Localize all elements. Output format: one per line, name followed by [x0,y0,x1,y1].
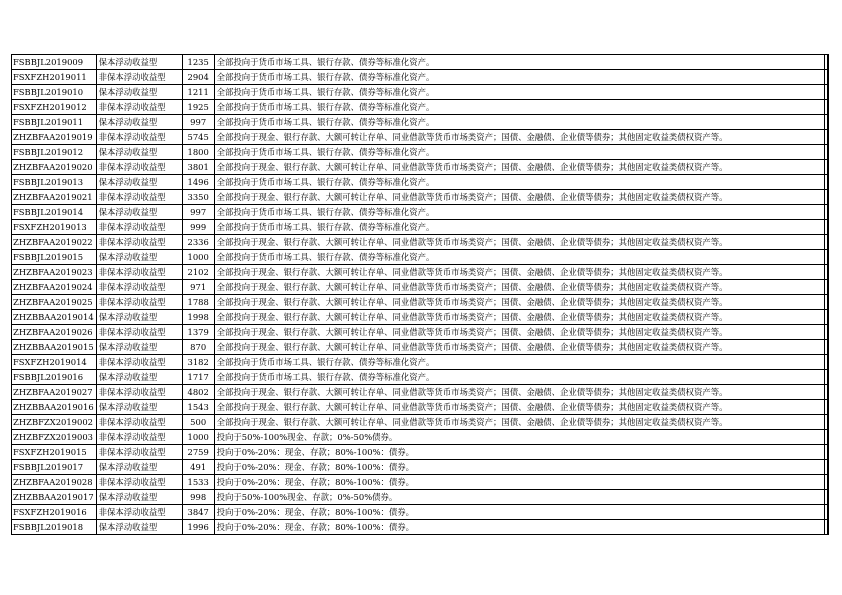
row-end-cell [824,430,828,445]
income-type-cell: 保本浮动收益型 [96,145,182,160]
row-end-cell [824,325,828,340]
income-type-cell: 保本浮动收益型 [96,205,182,220]
income-type-cell: 保本浮动收益型 [96,490,182,505]
amount-cell: 491 [182,460,214,475]
investment-scope-cell: 全部投向于货币市场工具、银行存款、债券等标准化资产。 [214,355,824,370]
row-end-cell [824,100,828,115]
income-type-cell: 非保本浮动收益型 [96,385,182,400]
amount-cell: 5745 [182,130,214,145]
investment-scope-cell: 全部投向于货币市场工具、银行存款、债券等标准化资产。 [214,250,824,265]
amount-cell: 3182 [182,355,214,370]
income-type-cell: 非保本浮动收益型 [96,130,182,145]
table-row [12,415,828,430]
product-code-cell: ZHZBFAA2019020 [12,160,97,175]
row-end-cell [824,370,828,385]
income-type-cell: 保本浮动收益型 [96,520,182,535]
income-type-cell: 非保本浮动收益型 [96,265,182,280]
row-end-cell [824,415,828,430]
investment-scope-cell: 全部投向于现金、银行存款、大额可转让存单、同业借款等货币市场类资产；国债、金融债、企业债等债券；其他固定收益类债权资产等。 [214,310,824,325]
amount-cell: 1925 [182,100,214,115]
row-end-cell [824,220,828,235]
product-code-cell: ZHZBFAA2019028 [12,475,97,490]
product-code-cell: ZHZBFAA2019021 [12,190,97,205]
row-end-cell [824,520,828,535]
product-code-cell: ZHZBFZX2019002 [12,415,97,430]
income-type-cell: 保本浮动收益型 [96,175,182,190]
amount-cell: 1211 [182,85,214,100]
product-code-cell: FSXFZH2019013 [12,220,97,235]
product-code-cell: ZHZBFAA2019027 [12,385,97,400]
table-row [12,115,828,130]
amount-cell: 1998 [182,310,214,325]
product-code-cell: FSBBJL2019018 [12,520,97,535]
income-type-cell: 保本浮动收益型 [96,370,182,385]
income-type-cell: 保本浮动收益型 [96,250,182,265]
amount-cell: 997 [182,205,214,220]
investment-scope-cell: 全部投向于现金、银行存款、大额可转让存单、同业借款等货币市场类资产；国债、金融债、企业债等债券；其他固定收益类债权资产等。 [214,280,824,295]
product-code-cell: FSXFZH2019012 [12,100,97,115]
row-end-cell [824,145,828,160]
product-code-cell: ZHZBBAA2019014 [12,310,97,325]
product-code-cell: ZHZBFZX2019003 [12,430,97,445]
row-end-cell [824,490,828,505]
investment-scope-cell: 全部投向于现金、银行存款、大额可转让存单、同业借款等货币市场类资产；国债、金融债、企业债等债券；其他固定收益类债权资产等。 [214,235,824,250]
investment-scope-cell: 投向于0%-20%：现金、存款；80%-100%：债券。 [214,445,824,460]
investment-scope-cell: 全部投向于货币市场工具、银行存款、债券等标准化资产。 [214,370,824,385]
amount-cell: 1788 [182,295,214,310]
amount-cell: 2336 [182,235,214,250]
row-end-cell [824,445,828,460]
amount-cell: 998 [182,490,214,505]
row-end-cell [824,175,828,190]
table-row [12,355,828,370]
row-end-cell [824,460,828,475]
table-row [12,250,828,265]
table-row [12,460,828,475]
amount-cell: 999 [182,220,214,235]
product-code-cell: ZHZBFAA2019022 [12,235,97,250]
row-end-cell [824,355,828,370]
table-row [12,505,828,520]
table-row [12,145,828,160]
amount-cell: 2759 [182,445,214,460]
product-code-cell: FSXFZH2019014 [12,355,97,370]
income-type-cell: 保本浮动收益型 [96,115,182,130]
table-row [12,340,828,355]
table-row [12,370,828,385]
income-type-cell: 非保本浮动收益型 [96,235,182,250]
row-end-cell [824,130,828,145]
product-code-cell: ZHZBFAA2019024 [12,280,97,295]
income-type-cell: 非保本浮动收益型 [96,190,182,205]
income-type-cell: 非保本浮动收益型 [96,280,182,295]
investment-scope-cell: 全部投向于现金、银行存款、大额可转让存单、同业借款等货币市场类资产；国债、金融债、企业债等债券；其他固定收益类债权资产等。 [214,130,824,145]
income-type-cell: 非保本浮动收益型 [96,220,182,235]
investment-scope-cell: 全部投向于货币市场工具、银行存款、债券等标准化资产。 [214,205,824,220]
income-type-cell: 非保本浮动收益型 [96,355,182,370]
income-type-cell: 非保本浮动收益型 [96,100,182,115]
investment-scope-cell: 全部投向于现金、银行存款、大额可转让存单、同业借款等货币市场类资产；国债、金融债、企业债等债券；其他固定收益类债权资产等。 [214,340,824,355]
amount-cell: 2904 [182,70,214,85]
table-row [12,400,828,415]
product-code-cell: ZHZBBAA2019016 [12,400,97,415]
investment-scope-cell: 全部投向于货币市场工具、银行存款、债券等标准化资产。 [214,55,824,70]
row-end-cell [824,55,828,70]
row-end-cell [824,310,828,325]
income-type-cell: 非保本浮动收益型 [96,475,182,490]
investment-scope-cell: 全部投向于货币市场工具、银行存款、债券等标准化资产。 [214,115,824,130]
product-table [11,54,829,535]
product-code-cell: FSBBJL2019009 [12,55,97,70]
income-type-cell: 保本浮动收益型 [96,340,182,355]
table-row [12,295,828,310]
investment-scope-cell: 全部投向于现金、银行存款、大额可转让存单、同业借款等货币市场类资产；国债、金融债、企业债等债券；其他固定收益类债权资产等。 [214,325,824,340]
amount-cell: 1533 [182,475,214,490]
table-row [12,70,828,85]
table-row [12,55,828,70]
investment-scope-cell: 全部投向于货币市场工具、银行存款、债券等标准化资产。 [214,220,824,235]
product-code-cell: ZHZBFAA2019025 [12,295,97,310]
table-row [12,160,828,175]
row-end-cell [824,280,828,295]
amount-cell: 1000 [182,430,214,445]
amount-cell: 1543 [182,400,214,415]
amount-cell: 1496 [182,175,214,190]
amount-cell: 3801 [182,160,214,175]
table-row [12,235,828,250]
row-end-cell [824,235,828,250]
row-end-cell [824,385,828,400]
table-row [12,430,828,445]
product-code-cell: FSBBJL2019010 [12,85,97,100]
investment-scope-cell: 全部投向于货币市场工具、银行存款、债券等标准化资产。 [214,85,824,100]
investment-scope-cell: 全部投向于货币市场工具、银行存款、债券等标准化资产。 [214,175,824,190]
product-code-cell: FSBBJL2019017 [12,460,97,475]
row-end-cell [824,265,828,280]
amount-cell: 997 [182,115,214,130]
table-row [12,490,828,505]
amount-cell: 870 [182,340,214,355]
row-end-cell [824,250,828,265]
income-type-cell: 非保本浮动收益型 [96,430,182,445]
investment-scope-cell: 全部投向于现金、银行存款、大额可转让存单、同业借款等货币市场类资产；国债、金融债、企业债等债券；其他固定收益类债权资产等。 [214,160,824,175]
income-type-cell: 非保本浮动收益型 [96,160,182,175]
row-end-cell [824,190,828,205]
table-row [12,520,828,535]
product-code-cell: FSBBJL2019015 [12,250,97,265]
table-row [12,205,828,220]
investment-scope-cell: 全部投向于现金、银行存款、大额可转让存单、同业借款等货币市场类资产；国债、金融债、企业债等债券；其他固定收益类债权资产等。 [214,400,824,415]
row-end-cell [824,400,828,415]
investment-scope-cell: 投向于0%-20%：现金、存款；80%-100%：债券。 [214,460,824,475]
row-end-cell [824,85,828,100]
table-row [12,175,828,190]
product-code-cell: FSBBJL2019012 [12,145,97,160]
product-code-cell: FSBBJL2019016 [12,370,97,385]
table-row [12,445,828,460]
investment-scope-cell: 投向于50%-100%现金、存款；0%-50%债券。 [214,430,824,445]
product-code-cell: ZHZBFAA2019019 [12,130,97,145]
table-row [12,475,828,490]
income-type-cell: 非保本浮动收益型 [96,505,182,520]
amount-cell: 1235 [182,55,214,70]
investment-scope-cell: 投向于0%-20%：现金、存款；80%-100%：债券。 [214,475,824,490]
investment-scope-cell: 全部投向于货币市场工具、银行存款、债券等标准化资产。 [214,100,824,115]
investment-scope-cell: 投向于0%-20%：现金、存款；80%-100%：债券。 [214,505,824,520]
amount-cell: 3847 [182,505,214,520]
amount-cell: 1800 [182,145,214,160]
investment-scope-cell: 全部投向于现金、银行存款、大额可转让存单、同业借款等货币市场类资产；国债、金融债、企业债等债券；其他固定收益类债权资产等。 [214,265,824,280]
row-end-cell [824,70,828,85]
product-table-body [12,55,828,535]
amount-cell: 1000 [182,250,214,265]
income-type-cell: 非保本浮动收益型 [96,295,182,310]
table-row [12,385,828,400]
row-end-cell [824,160,828,175]
product-code-cell: FSXFZH2019016 [12,505,97,520]
amount-cell: 2102 [182,265,214,280]
product-code-cell: ZHZBFAA2019023 [12,265,97,280]
row-end-cell [824,340,828,355]
income-type-cell: 非保本浮动收益型 [96,70,182,85]
product-code-cell: FSBBJL2019013 [12,175,97,190]
row-end-cell [824,115,828,130]
amount-cell: 500 [182,415,214,430]
product-code-cell: FSBBJL2019014 [12,205,97,220]
product-code-cell: ZHZBBAA2019017 [12,490,97,505]
table-row [12,85,828,100]
income-type-cell: 非保本浮动收益型 [96,325,182,340]
investment-scope-cell: 全部投向于现金、银行存款、大额可转让存单、同业借款等货币市场类资产；国债、金融债、企业债等债券；其他固定收益类债权资产等。 [214,190,824,205]
income-type-cell: 保本浮动收益型 [96,310,182,325]
product-code-cell: ZHZBBAA2019015 [12,340,97,355]
amount-cell: 971 [182,280,214,295]
investment-scope-cell: 全部投向于现金、银行存款、大额可转让存单、同业借款等货币市场类资产；国债、金融债、企业债等债券；其他固定收益类债权资产等。 [214,385,824,400]
table-row [12,130,828,145]
table-row [12,220,828,235]
amount-cell: 3350 [182,190,214,205]
investment-scope-cell: 全部投向于现金、银行存款、大额可转让存单、同业借款等货币市场类资产；国债、金融债、企业债等债券；其他固定收益类债权资产等。 [214,295,824,310]
table-row [12,325,828,340]
table-row [12,265,828,280]
investment-scope-cell: 投向于50%-100%现金、存款；0%-50%债券。 [214,490,824,505]
investment-scope-cell: 全部投向于现金、银行存款、大额可转让存单、同业借款等货币市场类资产；国债、金融债、企业债等债券；其他固定收益类债权资产等。 [214,415,824,430]
investment-scope-cell: 全部投向于货币市场工具、银行存款、债券等标准化资产。 [214,70,824,85]
row-end-cell [824,505,828,520]
amount-cell: 1996 [182,520,214,535]
product-code-cell: FSBBJL2019011 [12,115,97,130]
income-type-cell: 非保本浮动收益型 [96,445,182,460]
amount-cell: 1717 [182,370,214,385]
income-type-cell: 保本浮动收益型 [96,460,182,475]
product-code-cell: ZHZBFAA2019026 [12,325,97,340]
table-row [12,280,828,295]
investment-scope-cell: 投向于0%-20%：现金、存款；80%-100%：债券。 [214,520,824,535]
income-type-cell: 保本浮动收益型 [96,400,182,415]
investment-scope-cell: 全部投向于货币市场工具、银行存款、债券等标准化资产。 [214,145,824,160]
table-row [12,100,828,115]
row-end-cell [824,295,828,310]
product-code-cell: FSXFZH2019015 [12,445,97,460]
income-type-cell: 非保本浮动收益型 [96,415,182,430]
row-end-cell [824,205,828,220]
product-code-cell: FSXFZH2019011 [12,70,97,85]
amount-cell: 1379 [182,325,214,340]
table-row [12,190,828,205]
table-row [12,310,828,325]
row-end-cell [824,475,828,490]
income-type-cell: 保本浮动收益型 [96,55,182,70]
amount-cell: 4802 [182,385,214,400]
income-type-cell: 保本浮动收益型 [96,85,182,100]
